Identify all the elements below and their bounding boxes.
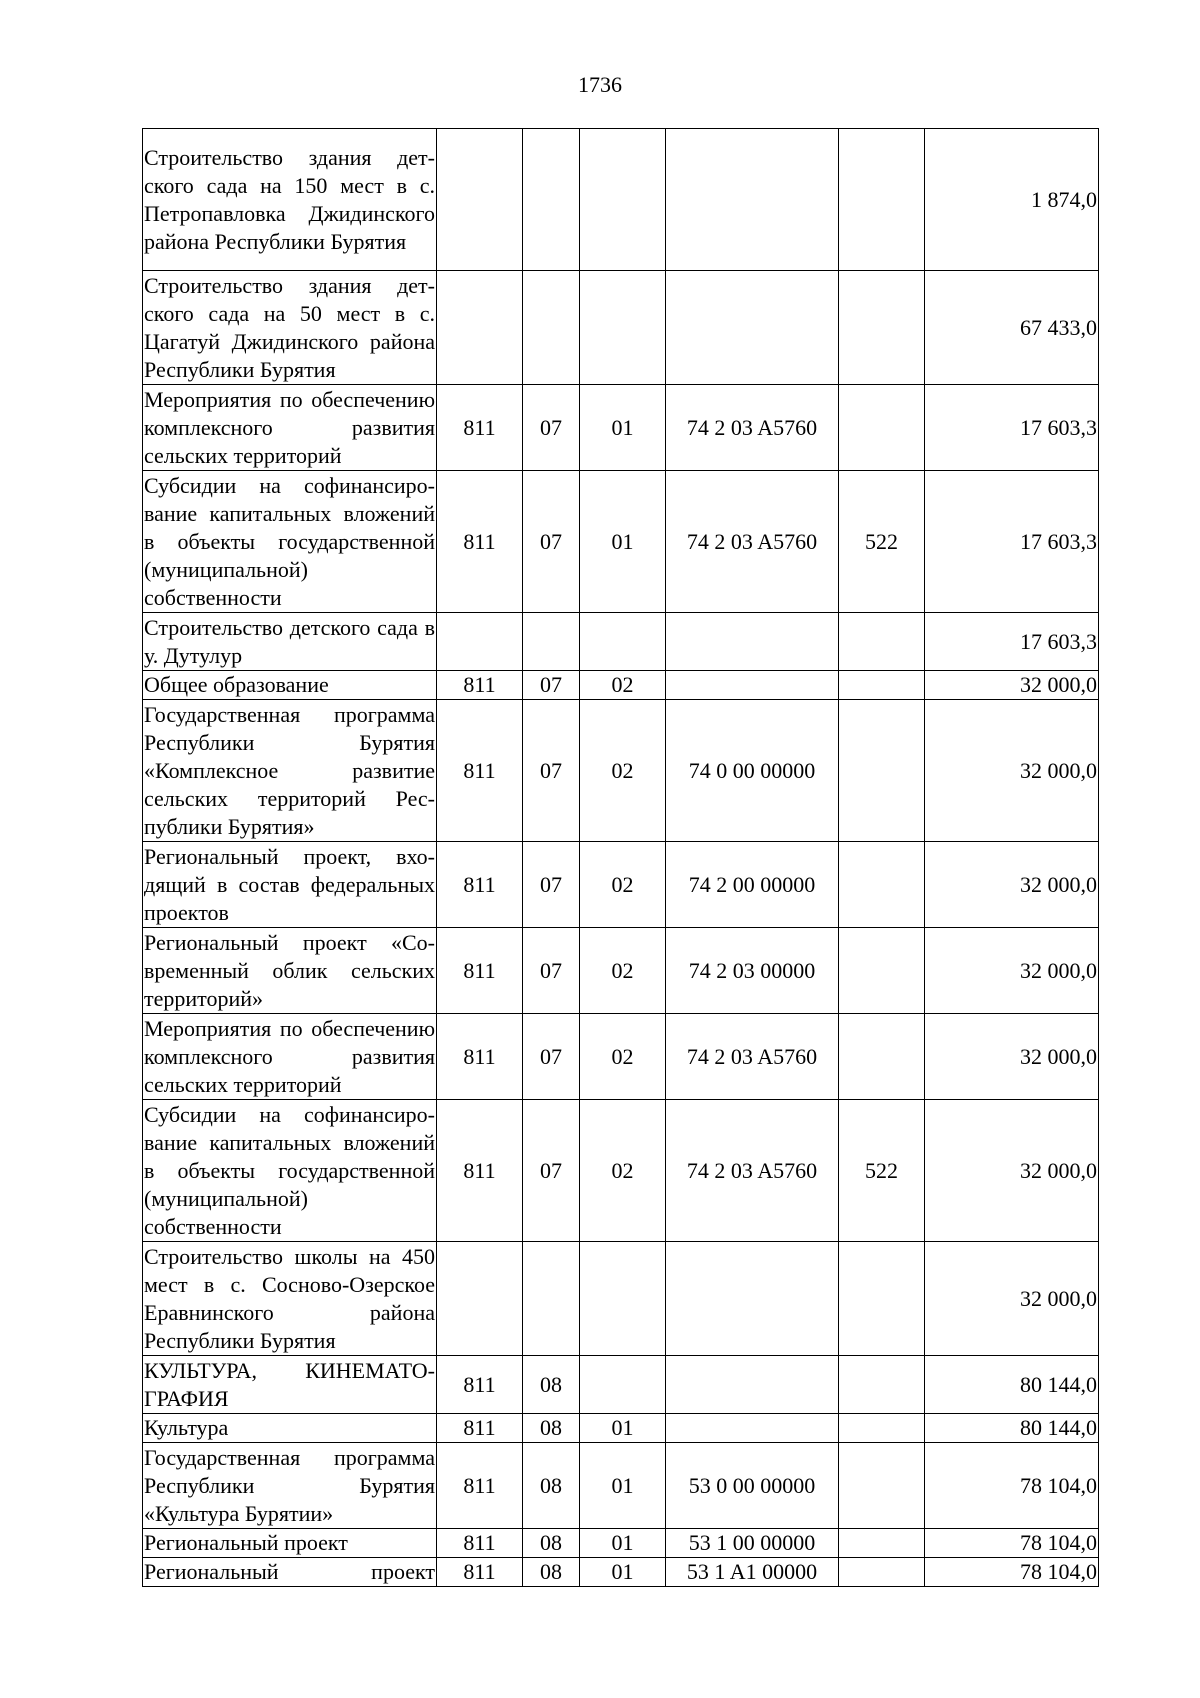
target-article-cell: 53 0 00 00000 [666, 1443, 839, 1529]
amount-cell: 17 603,3 [925, 471, 1099, 613]
section-code-cell: 07 [523, 928, 580, 1014]
row-name-cell: Субсидии на софинансирование капитальных вложений в объекты государственной (муниципальной) собственности [143, 1100, 437, 1242]
expense-type-cell: 522 [839, 1100, 925, 1242]
row-name-cell: Строительство здания детского сада на 50 мест в с. Цагатуй Джидинского района Республики Бурятия [143, 271, 437, 385]
row-name-cell: Региональный проект [143, 1529, 437, 1558]
section-code-cell [523, 271, 580, 385]
ministry-code-cell [437, 1242, 523, 1356]
ministry-code-cell: 811 [437, 1558, 523, 1587]
section-code-cell: 08 [523, 1529, 580, 1558]
table-row [143, 1242, 1099, 1356]
target-article-cell: 53 1 00 00000 [666, 1529, 839, 1558]
table-row [143, 700, 1099, 842]
ministry-code-cell: 811 [437, 671, 523, 700]
row-name-cell: Культура [143, 1414, 437, 1443]
expense-type-cell [839, 842, 925, 928]
subsection-code-cell: 01 [580, 471, 666, 613]
row-name-cell: Строительство здания детского сада на 150 мест в с. Петропавловка Джидинского района Республики Бурятия [143, 129, 437, 271]
table-row [143, 385, 1099, 471]
table-row [143, 271, 1099, 385]
amount-cell: 67 433,0 [925, 271, 1099, 385]
amount-cell: 32 000,0 [925, 700, 1099, 842]
target-article-cell: 74 2 03 A5760 [666, 385, 839, 471]
amount-cell: 32 000,0 [925, 671, 1099, 700]
target-article-cell: 74 2 03 A5760 [666, 1014, 839, 1100]
table-row [143, 471, 1099, 613]
target-article-cell [666, 1242, 839, 1356]
section-code-cell [523, 613, 580, 671]
expense-type-cell [839, 1529, 925, 1558]
table-row [143, 842, 1099, 928]
amount-cell: 78 104,0 [925, 1443, 1099, 1529]
section-code-cell: 07 [523, 842, 580, 928]
amount-cell: 80 144,0 [925, 1356, 1099, 1414]
ministry-code-cell: 811 [437, 1100, 523, 1242]
subsection-code-cell: 02 [580, 1014, 666, 1100]
table-row [143, 1100, 1099, 1242]
budget-table-body [143, 129, 1099, 1587]
section-code-cell: 07 [523, 1100, 580, 1242]
subsection-code-cell: 01 [580, 1529, 666, 1558]
expense-type-cell [839, 1356, 925, 1414]
target-article-cell [666, 1356, 839, 1414]
row-name-cell: КУЛЬТУРА, КИНЕМАТОГРАФИЯ [143, 1356, 437, 1414]
section-code-cell: 08 [523, 1356, 580, 1414]
target-article-cell [666, 271, 839, 385]
target-article-cell [666, 671, 839, 700]
ministry-code-cell: 811 [437, 928, 523, 1014]
target-article-cell: 74 2 00 00000 [666, 842, 839, 928]
table-row [143, 671, 1099, 700]
subsection-code-cell [580, 1356, 666, 1414]
table-row [143, 129, 1099, 271]
table-row [143, 928, 1099, 1014]
ministry-code-cell: 811 [437, 471, 523, 613]
row-name-cell: Государственная программа Республики Бурятия «Комплексное развитие сельских территорий Республики Бурятия» [143, 700, 437, 842]
table-row [143, 1443, 1099, 1529]
subsection-code-cell [580, 129, 666, 271]
subsection-code-cell: 01 [580, 385, 666, 471]
table-row [143, 1014, 1099, 1100]
ministry-code-cell: 811 [437, 1443, 523, 1529]
ministry-code-cell [437, 613, 523, 671]
page-number: 1736 [578, 72, 622, 97]
amount-cell: 17 603,3 [925, 385, 1099, 471]
expense-type-cell: 522 [839, 471, 925, 613]
target-article-cell: 74 2 03 A5760 [666, 1100, 839, 1242]
row-name-cell: Строительство школы на 450 мест в с. Сосново-Озерское Еравнинского района Республики Бурятия [143, 1242, 437, 1356]
expense-type-cell [839, 928, 925, 1014]
amount-cell: 80 144,0 [925, 1414, 1099, 1443]
ministry-code-cell: 811 [437, 1356, 523, 1414]
row-name-cell: Субсидии на софинансирование капитальных вложений в объекты государственной (муниципальной) собственности [143, 471, 437, 613]
amount-cell: 78 104,0 [925, 1558, 1099, 1587]
ministry-code-cell [437, 271, 523, 385]
budget-table [142, 128, 1099, 1587]
subsection-code-cell [580, 613, 666, 671]
expense-type-cell [839, 1558, 925, 1587]
amount-cell: 78 104,0 [925, 1529, 1099, 1558]
target-article-cell: 74 2 03 A5760 [666, 471, 839, 613]
section-code-cell: 08 [523, 1443, 580, 1529]
row-name-cell: Общее образование [143, 671, 437, 700]
table-row [143, 1529, 1099, 1558]
section-code-cell [523, 1242, 580, 1356]
subsection-code-cell: 02 [580, 928, 666, 1014]
expense-type-cell [839, 671, 925, 700]
expense-type-cell [839, 129, 925, 271]
expense-type-cell [839, 1414, 925, 1443]
expense-type-cell [839, 700, 925, 842]
section-code-cell: 07 [523, 385, 580, 471]
subsection-code-cell [580, 271, 666, 385]
expense-type-cell [839, 385, 925, 471]
subsection-code-cell: 02 [580, 671, 666, 700]
expense-type-cell [839, 1443, 925, 1529]
ministry-code-cell: 811 [437, 842, 523, 928]
row-name-cell: Мероприятия по обеспечению комплексного развития сельских территорий [143, 385, 437, 471]
expense-type-cell [839, 1242, 925, 1356]
table-row [143, 1356, 1099, 1414]
section-code-cell [523, 129, 580, 271]
target-article-cell: 74 0 00 00000 [666, 700, 839, 842]
expense-type-cell [839, 613, 925, 671]
section-code-cell: 08 [523, 1414, 580, 1443]
row-name-cell: Региональный проект, входящий в состав федеральных проектов [143, 842, 437, 928]
row-name-cell: Региональный проект [143, 1558, 437, 1587]
subsection-code-cell: 02 [580, 700, 666, 842]
amount-cell: 1 874,0 [925, 129, 1099, 271]
expense-type-cell [839, 271, 925, 385]
amount-cell: 32 000,0 [925, 842, 1099, 928]
section-code-cell: 07 [523, 471, 580, 613]
ministry-code-cell: 811 [437, 1414, 523, 1443]
row-name-cell: Мероприятия по обеспечению комплексного развития сельских территорий [143, 1014, 437, 1100]
amount-cell: 32 000,0 [925, 1242, 1099, 1356]
subsection-code-cell: 02 [580, 842, 666, 928]
ministry-code-cell: 811 [437, 385, 523, 471]
amount-cell: 32 000,0 [925, 1100, 1099, 1242]
target-article-cell [666, 613, 839, 671]
target-article-cell: 53 1 A1 00000 [666, 1558, 839, 1587]
amount-cell: 17 603,3 [925, 613, 1099, 671]
section-code-cell: 07 [523, 1014, 580, 1100]
target-article-cell [666, 129, 839, 271]
table-row [143, 1414, 1099, 1443]
subsection-code-cell: 01 [580, 1414, 666, 1443]
ministry-code-cell: 811 [437, 700, 523, 842]
subsection-code-cell: 01 [580, 1558, 666, 1587]
subsection-code-cell [580, 1242, 666, 1356]
table-row [143, 613, 1099, 671]
subsection-code-cell: 01 [580, 1443, 666, 1529]
section-code-cell: 08 [523, 1558, 580, 1587]
amount-cell: 32 000,0 [925, 928, 1099, 1014]
ministry-code-cell: 811 [437, 1014, 523, 1100]
target-article-cell: 74 2 03 00000 [666, 928, 839, 1014]
section-code-cell: 07 [523, 700, 580, 842]
row-name-cell: Государственная программа Республики Бурятия «Культура Бурятии» [143, 1443, 437, 1529]
subsection-code-cell: 02 [580, 1100, 666, 1242]
amount-cell: 32 000,0 [925, 1014, 1099, 1100]
expense-type-cell [839, 1014, 925, 1100]
ministry-code-cell: 811 [437, 1529, 523, 1558]
target-article-cell [666, 1414, 839, 1443]
row-name-cell: Региональный проект «Современный облик сельских территорий» [143, 928, 437, 1014]
table-row [143, 1558, 1099, 1587]
row-name-cell: Строительство детского сада в у. Дутулур [143, 613, 437, 671]
section-code-cell: 07 [523, 671, 580, 700]
ministry-code-cell [437, 129, 523, 271]
